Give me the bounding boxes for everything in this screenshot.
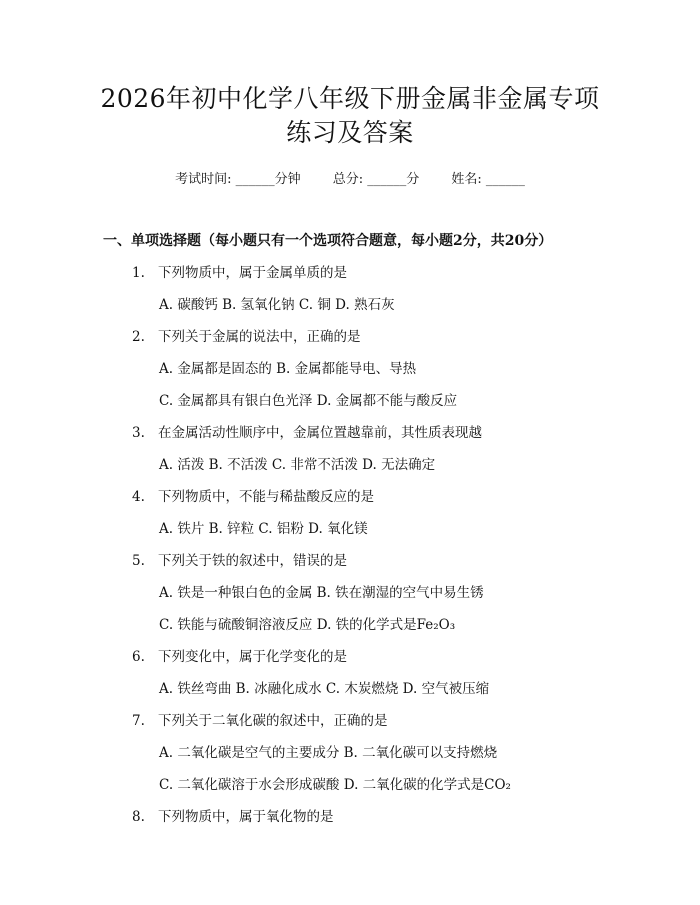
question-2	[132, 325, 361, 345]
question-text: 在金属活动性顺序中，金属位置越靠前，其性质表现越	[158, 425, 482, 441]
title-line-1: 2026年初中化学八年级下册金属非金属专项	[100, 84, 600, 113]
exam-meta	[0, 168, 700, 187]
question-number: 4.	[132, 489, 145, 505]
question-3	[132, 421, 482, 441]
question-6-options: A. 铁丝弯曲 B. 冰融化成水 C. 木炭燃烧 D. 空气被压缩	[159, 681, 490, 697]
question-number: 5.	[132, 553, 145, 569]
question-number: 1.	[132, 265, 145, 281]
question-7-options-line-2: C. 二氧化碳溶于水会形成碳酸 D. 二氧化碳的化学式是CO₂	[159, 777, 511, 793]
question-5	[132, 549, 347, 569]
total-score: 总分: ______分	[332, 172, 420, 187]
question-4	[132, 485, 374, 505]
question-7-options-line-1: A. 二氧化碳是空气的主要成分 B. 二氧化碳可以支持燃烧	[159, 745, 498, 761]
question-1	[132, 261, 347, 281]
student-name: 姓名: ______	[451, 172, 525, 187]
question-2-options-line-2: C. 金属都具有银白色光泽 D. 金属都不能与酸反应	[159, 393, 458, 409]
question-text: 下列关于二氧化碳的叙述中，正确的是	[158, 713, 388, 729]
question-number: 2.	[132, 329, 145, 345]
question-text: 下列物质中，属于金属单质的是	[158, 265, 347, 281]
question-number: 8.	[132, 809, 145, 825]
question-number: 3.	[132, 425, 145, 441]
question-5-options-line-1: A. 铁是一种银白色的金属 B. 铁在潮湿的空气中易生锈	[159, 585, 484, 601]
question-text: 下列关于铁的叙述中，错误的是	[158, 553, 347, 569]
question-number: 6.	[132, 649, 145, 665]
question-4-options: A. 铁片 B. 锌粒 C. 铝粉 D. 氧化镁	[159, 521, 368, 537]
question-5-options-line-2: C. 铁能与硫酸铜溶液反应 D. 铁的化学式是Fe₂O₃	[159, 617, 456, 633]
question-3-options: A. 活泼 B. 不活泼 C. 非常不活泼 D. 无法确定	[159, 457, 436, 473]
question-6	[132, 645, 347, 665]
exam-time: 考试时间: ______分钟	[175, 172, 301, 187]
question-text: 下列物质中，不能与稀盐酸反应的是	[158, 489, 374, 505]
question-1-options: A. 碳酸钙 B. 氢氧化钠 C. 铜 D. 熟石灰	[159, 297, 395, 313]
question-text: 下列物质中，属于氧化物的是	[158, 809, 334, 825]
question-text: 下列关于金属的说法中，正确的是	[158, 329, 361, 345]
title-line-2: 练习及答案	[286, 118, 414, 147]
question-8	[132, 805, 334, 825]
question-2-options-line-1: A. 金属都是固态的 B. 金属都能导电、导热	[159, 361, 417, 377]
question-7	[132, 709, 388, 729]
document-title	[0, 82, 700, 150]
question-text: 下列变化中，属于化学变化的是	[158, 649, 347, 665]
section-heading: 一、单项选择题（每小题只有一个选项符合题意，每小题2分，共20分）	[103, 233, 553, 249]
question-number: 7.	[132, 713, 145, 729]
